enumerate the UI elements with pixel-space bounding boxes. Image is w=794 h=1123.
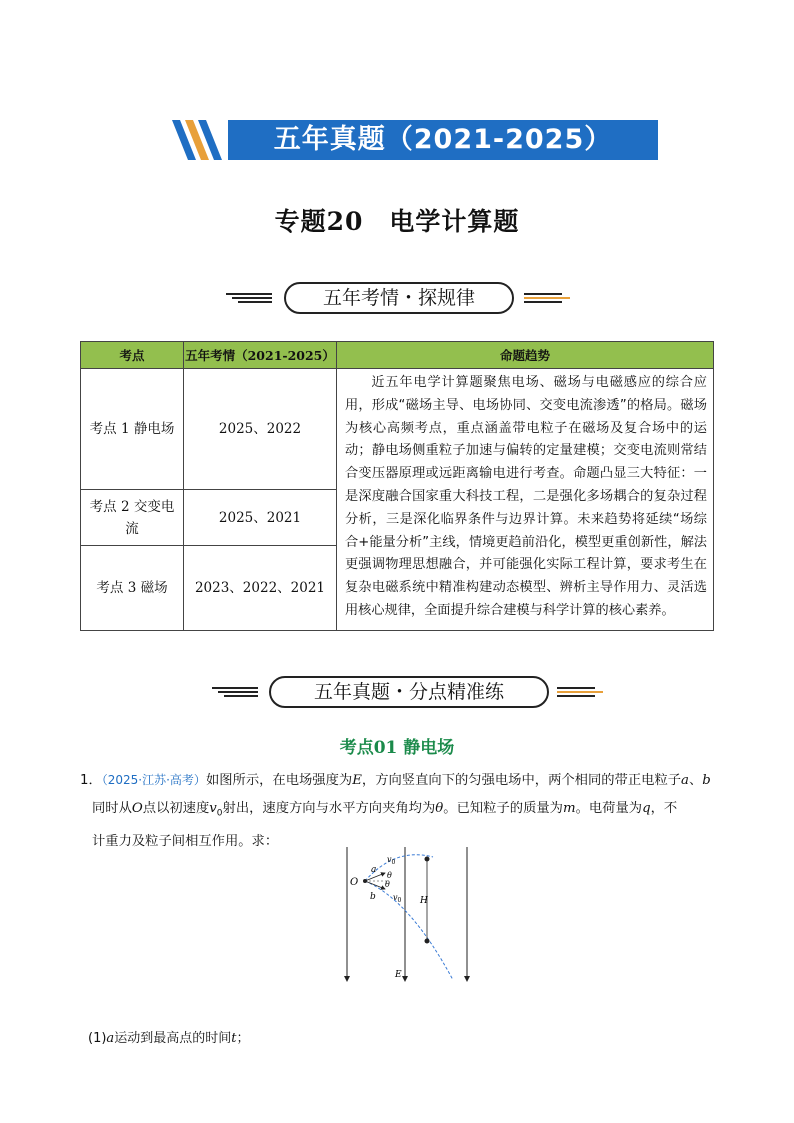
cell-point: 考点 1 静电场 — [81, 369, 184, 490]
var-b: b — [702, 773, 711, 788]
right-lines-icon — [557, 686, 603, 698]
cell-point: 考点 2 交变电流 — [81, 490, 184, 546]
question-text: 。已知粒子的质量为 — [443, 801, 563, 816]
cell-trend-description: 近五年电学计算题聚焦电场、磁场与电磁感应的综合应用，形成“磁场主导、电场协同、交变电流渗透”的格局。磁场为核心高频考点，重点涵盖带电粒子在磁场及复合场中的运动；静电场侧重粒子加速与偏转的定量建模；交变电流则常结合变压器原理或远距离输电进行考查。命题凸显三大特征：一是深度融合国家重大科技工程，二是强化多场耦合的复杂过程分析，三是深化临界条件与边界计算。未来趋势将延续“场综合+能量分析”主线，情境更趋前沿化，模型更重创新性，解法更强调物理思想融合，并可能强化实际工程计算，要求考生在复杂电磁系统中精准构建动态模型、辨析主导作用力、灵活选用核心规律，全面提升综合建模与科学计算的核心素养。 — [337, 369, 714, 631]
left-lines-icon — [212, 686, 258, 698]
question-text: 。电荷量为 — [575, 801, 643, 816]
var-m: m — [562, 801, 576, 816]
section-heading: 考点01 静电场 — [339, 738, 455, 758]
subquestion-text: 运动到最高点的时间 — [114, 1031, 232, 1046]
header-point: 考点 — [81, 342, 184, 369]
left-lines-icon — [226, 292, 272, 304]
electric-field-figure — [335, 845, 475, 985]
question-line-1 — [80, 766, 720, 795]
label-E: E — [395, 970, 402, 980]
var-E: E — [352, 773, 362, 788]
header-trend: 命题趋势 — [337, 342, 714, 369]
label-b: b — [370, 892, 376, 902]
question-text: 射出，速度方向与水平方向夹角均为 — [222, 801, 436, 816]
label-H: H — [420, 896, 428, 906]
question-number: 1． — [80, 773, 102, 788]
var-v0-sub: 0 — [216, 808, 223, 819]
label-a: a — [371, 865, 377, 875]
subquestion-number: (1) — [88, 1031, 107, 1046]
banner-title: 五年真题（2021-2025） — [273, 124, 613, 155]
question-source: （2025·江苏·高考） — [101, 773, 206, 787]
subquestion-text: ； — [236, 1031, 250, 1046]
label-theta-top: θ — [387, 871, 392, 880]
question-text: 、 — [688, 773, 703, 788]
right-lines-icon — [524, 292, 570, 304]
var-t: t — [231, 1031, 237, 1046]
banner-stripes-icon — [158, 120, 228, 160]
section-pill-trends: 五年考情・探规律 — [284, 282, 514, 314]
header-years: 五年考情（2021-2025） — [184, 342, 337, 369]
title-banner — [158, 120, 658, 160]
trajectory-b — [365, 881, 453, 980]
label-theta-bottom: θ — [385, 880, 390, 889]
section-pill-practice: 五年真题・分点精准练 — [269, 676, 549, 708]
question-1 — [80, 766, 720, 856]
question-text: 点以初速度 — [142, 801, 210, 816]
table-row — [81, 369, 714, 490]
velocity-b-arrow — [365, 881, 385, 889]
point-O — [363, 879, 367, 883]
cell-years: 2025、2021 — [184, 490, 337, 546]
section-header-practice — [0, 676, 794, 708]
var-q: q — [642, 801, 651, 816]
cell-years: 2025、2022 — [184, 369, 337, 490]
bottom-point — [425, 939, 430, 944]
var-O: O — [131, 801, 143, 816]
exam-trend-table — [80, 341, 714, 631]
question-line-3: 计重力及粒子间相互作用。求： — [92, 833, 279, 849]
subquestion-1 — [88, 1027, 249, 1046]
label-v0-bottom: $v_0$ — [393, 893, 402, 904]
question-text: ，方向竖直向下的匀强电场中，两个相同的带正电粒子 — [361, 773, 682, 788]
question-text: 如图所示，在电场强度为 — [205, 773, 353, 788]
var-a: a — [106, 1031, 115, 1046]
cell-point: 考点 3 磁场 — [81, 546, 184, 631]
label-v0-top: $v_0$ — [387, 855, 396, 866]
var-a: a — [681, 773, 689, 788]
question-text: ，不 — [650, 801, 678, 816]
topic-title: 专题20 电学计算题 — [274, 207, 520, 236]
label-O: O — [350, 877, 359, 888]
question-line-2 — [80, 795, 720, 828]
var-v0: v — [209, 801, 217, 816]
table-header-row — [81, 342, 714, 369]
question-text: 同时从 — [92, 801, 132, 816]
var-theta: θ — [435, 801, 444, 816]
cell-years: 2023、2022、2021 — [184, 546, 337, 631]
top-point — [425, 857, 430, 862]
section-header-trends — [0, 282, 794, 314]
